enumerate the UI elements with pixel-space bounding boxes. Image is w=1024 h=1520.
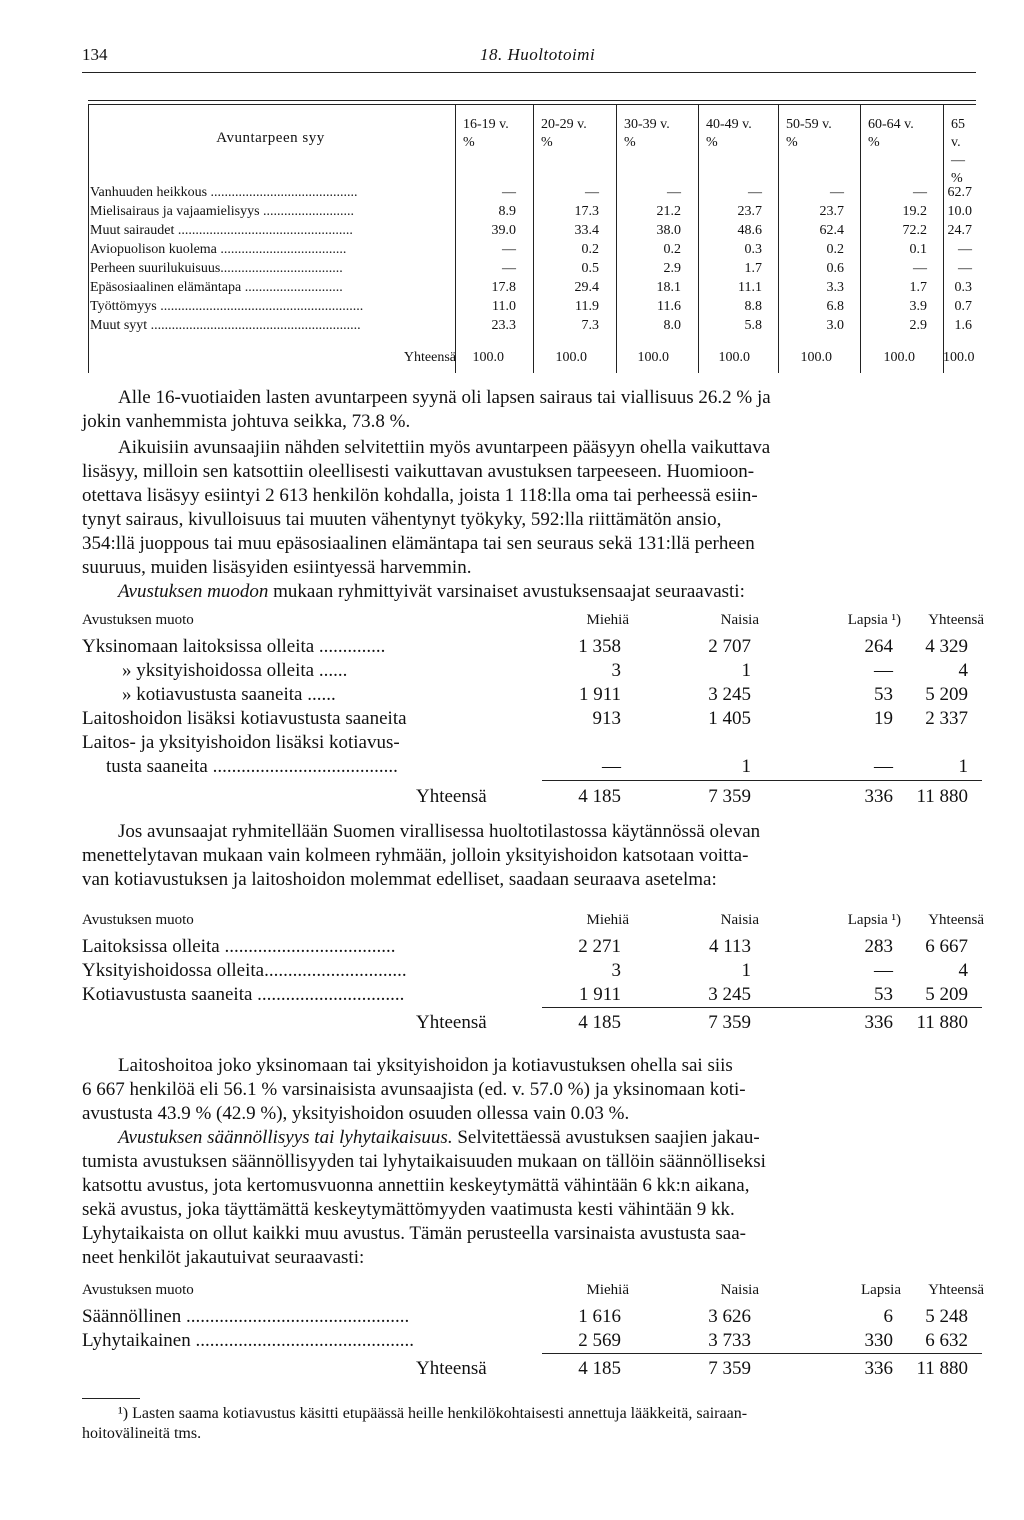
age-column-header: 50-59 v. % bbox=[786, 117, 832, 150]
total-cell: 7 359 bbox=[708, 1012, 751, 1033]
percent-cell: 0.1 bbox=[909, 242, 927, 257]
value-cell: 264 bbox=[864, 636, 893, 657]
chapter-title: 18. Huoltotoimi bbox=[480, 45, 596, 64]
paragraph-institutional-share: Laitoshoitoa joko yksinomaan tai yksityishoidon ja kotiavustuksen ohella sai siis 6 667 henkilöä eli 56.1 % varsinaisista avunsaajista (ed. v. 57.0 %) ja yksinomaan koti- avustusta 43.9 % (42.9 %), yksityishoidon osuuden ollessa vain 0.03 %. bbox=[82, 1055, 746, 1124]
age-column-header: 30-39 v. % bbox=[624, 117, 670, 150]
header-cell: Yhteensä bbox=[928, 1282, 984, 1298]
total-cell: 336 bbox=[864, 786, 893, 807]
percent-cell: 3.9 bbox=[909, 299, 927, 314]
table-row bbox=[82, 708, 982, 732]
percent-cell: 11.1 bbox=[738, 280, 762, 295]
percent-cell: — bbox=[958, 261, 972, 276]
table-header-row bbox=[82, 912, 982, 936]
header-cell: Yhteensä bbox=[928, 912, 984, 928]
cause-header: Avuntarpeen syy bbox=[216, 130, 325, 146]
value-cell: 2 271 bbox=[578, 936, 621, 957]
percent-cell: 17.3 bbox=[574, 204, 599, 219]
value-cell: 19 bbox=[874, 708, 893, 729]
row-label: » kotiavustusta saaneita ...... bbox=[122, 684, 336, 705]
paragraph-secondary-cause: Aikuisiin avunsaajiin nähden selvitettiin myös avuntarpeen pääsyyn ohella vaikuttava lisäsyy, milloin sen katsottiin oleellisesti vaikuttavan avustuksen tarpeeseen. Huomioon- otettava lisäsyy esiintyi 2 613 henkilön kohdalla, joista 1 118:lla oma tai perheessä esiin- tynyt sairaus, kivulloisuus tai muuten vähentynyt työkyky, 592:lla riittämätön ansio, 354:llä juoppous tai muu epäsosiaalinen elämäntapa tai sen seuraus sekä 131:llä perheen suuruus, muiden lisäsyiden esiintyessä harvemmin. bbox=[82, 437, 771, 578]
value-cell: 5 248 bbox=[925, 1306, 968, 1327]
table-row bbox=[82, 1330, 982, 1354]
percent-cell: 11.6 bbox=[657, 299, 681, 314]
header-form: Avustuksen muoto bbox=[82, 612, 194, 628]
percent-cell: — bbox=[830, 185, 844, 200]
percent-cell: 62.7 bbox=[947, 185, 972, 200]
table-header-row bbox=[82, 612, 982, 636]
percent-cell: 24.7 bbox=[947, 223, 972, 238]
row-label: tusta saaneita ....................................... bbox=[106, 756, 398, 777]
total-cell: 100.0 bbox=[883, 350, 915, 365]
percent-cell: 62.4 bbox=[819, 223, 844, 238]
percent-cell: 1.7 bbox=[909, 280, 927, 295]
value-cell: 913 bbox=[592, 708, 621, 729]
percent-cell: 0.6 bbox=[826, 261, 844, 276]
value-cell: 2 337 bbox=[925, 708, 968, 729]
footnote: ¹) Lasten saama kotiavustus käsitti etupäässä heille henkilökohtaisesti annettuja lääkkeitä, sairaan- hoitovälineitä tms. bbox=[82, 1405, 748, 1442]
percent-cell: 38.0 bbox=[656, 223, 681, 238]
percent-cell: 0.3 bbox=[744, 242, 762, 257]
percent-cell: 29.4 bbox=[574, 280, 599, 295]
age-column-header: 40-49 v. % bbox=[706, 117, 752, 150]
header-form: Avustuksen muoto bbox=[82, 1282, 194, 1298]
header-cell: Naisia bbox=[720, 1282, 759, 1298]
value-cell: 53 bbox=[874, 684, 893, 705]
total-cell: 11 880 bbox=[916, 1012, 968, 1033]
percent-cell: 0.3 bbox=[954, 280, 972, 295]
total-cell: 100.0 bbox=[637, 350, 669, 365]
total-label: Yhteensä bbox=[416, 786, 487, 807]
total-cell: 11 880 bbox=[916, 1358, 968, 1379]
cause-row-label: Perheen suurilukuisuus................................... bbox=[90, 261, 343, 276]
value-cell: 3 626 bbox=[708, 1306, 751, 1327]
total-cell: 100.0 bbox=[718, 350, 750, 365]
value-cell: — bbox=[874, 660, 893, 681]
percent-cell: 2.9 bbox=[909, 318, 927, 333]
age-column-header: 65 v. — % bbox=[951, 117, 965, 186]
value-cell: — bbox=[602, 756, 621, 777]
page-number: 134 bbox=[82, 45, 108, 64]
percent-cell: — bbox=[667, 185, 681, 200]
value-cell: 5 209 bbox=[925, 984, 968, 1005]
table-row bbox=[82, 684, 982, 708]
total-cell: 100.0 bbox=[555, 350, 587, 365]
table1-total-label: Yhteensä bbox=[403, 350, 456, 365]
total-cell: 11 880 bbox=[916, 786, 968, 807]
value-cell: 4 bbox=[958, 960, 968, 981]
value-cell: 283 bbox=[864, 936, 893, 957]
total-label: Yhteensä bbox=[416, 1358, 487, 1379]
paragraph-children: Alle 16-vuotiaiden lasten avuntarpeen syynä oli lapsen sairaus tai viallisuus 26.2 % ja jokin vanhemmista johtuva seikka, 73.8 %. bbox=[82, 387, 771, 432]
header-cell: Miehiä bbox=[586, 612, 629, 628]
percent-cell: 3.3 bbox=[826, 280, 844, 295]
percent-cell: 19.2 bbox=[902, 204, 927, 219]
row-label: Laitoksissa olleita .................................... bbox=[82, 936, 396, 957]
total-label: Yhteensä bbox=[416, 1012, 487, 1033]
value-cell: 3 bbox=[611, 960, 621, 981]
value-cell: 1 911 bbox=[578, 984, 621, 1005]
cause-row-label: Vanhuuden heikkous .......................................... bbox=[90, 185, 358, 200]
cause-row-label: Muut syyt ............................................................ bbox=[90, 318, 361, 333]
value-cell: — bbox=[874, 756, 893, 777]
age-column-header: 20-29 v. % bbox=[541, 117, 587, 150]
cause-row-label: Aviopuolison kuolema .................................... bbox=[90, 242, 347, 257]
cause-row-label: Epäsosiaalinen elämäntapa ............................ bbox=[90, 280, 343, 295]
value-cell: 5 209 bbox=[925, 684, 968, 705]
header-cell: Naisia bbox=[720, 912, 759, 928]
value-cell: 1 bbox=[741, 660, 751, 681]
percent-cell: 8.0 bbox=[663, 318, 681, 333]
table-header-row bbox=[82, 1282, 982, 1306]
percent-cell: 21.2 bbox=[656, 204, 681, 219]
header-cell: Lapsia ¹) bbox=[847, 912, 901, 928]
header-cell: Miehiä bbox=[586, 912, 629, 928]
footnote-rule bbox=[82, 1398, 140, 1399]
total-cell: 100.0 bbox=[943, 350, 975, 365]
header-rule bbox=[82, 72, 976, 73]
value-cell: 6 632 bbox=[925, 1330, 968, 1351]
total-cell: 336 bbox=[864, 1012, 893, 1033]
total-cell: 100.0 bbox=[472, 350, 504, 365]
row-label: » yksityishoidossa olleita ...... bbox=[122, 660, 348, 681]
total-cell: 4 185 bbox=[578, 1012, 621, 1033]
total-cell: 7 359 bbox=[708, 786, 751, 807]
value-cell: 1 911 bbox=[578, 684, 621, 705]
value-cell: 4 329 bbox=[925, 636, 968, 657]
percent-cell: 10.0 bbox=[947, 204, 972, 219]
percent-cell: 5.8 bbox=[744, 318, 762, 333]
percent-cell: 17.8 bbox=[491, 280, 516, 295]
table-row bbox=[82, 984, 982, 1008]
percent-cell: 23.7 bbox=[819, 204, 844, 219]
percent-cell: 0.2 bbox=[663, 242, 681, 257]
value-cell: 4 bbox=[958, 660, 968, 681]
value-cell: 1 358 bbox=[578, 636, 621, 657]
percent-cell: 3.0 bbox=[826, 318, 844, 333]
value-cell: 3 245 bbox=[708, 984, 751, 1005]
percent-cell: 2.9 bbox=[663, 261, 681, 276]
paragraph-form-intro: Avustuksen muodon mukaan ryhmittyivät varsinaiset avustuksensaajat seuraavasti: bbox=[118, 581, 745, 602]
percent-cell: 0.5 bbox=[581, 261, 599, 276]
value-cell: 330 bbox=[864, 1330, 893, 1351]
row-label: Laitoshoidon lisäksi kotiavustusta saaneita bbox=[82, 708, 407, 729]
header-cell: Lapsia bbox=[861, 1282, 901, 1298]
percent-cell: 1.7 bbox=[744, 261, 762, 276]
percent-cell: 1.6 bbox=[954, 318, 972, 333]
table-row bbox=[82, 960, 982, 984]
header-cell: Lapsia ¹) bbox=[847, 612, 901, 628]
cause-by-age-table bbox=[88, 100, 976, 373]
table-row bbox=[82, 1306, 982, 1330]
total-cell: 4 185 bbox=[578, 1358, 621, 1379]
row-label: Kotiavustusta saaneita ............................... bbox=[82, 984, 405, 1005]
sum-rule bbox=[542, 1007, 982, 1008]
percent-cell: 6.8 bbox=[826, 299, 844, 314]
table-row bbox=[82, 756, 982, 780]
sum-rule bbox=[542, 780, 982, 781]
percent-cell: 72.2 bbox=[902, 223, 927, 238]
total-row bbox=[82, 1358, 982, 1382]
percent-cell: — bbox=[585, 185, 599, 200]
table-row bbox=[82, 636, 982, 660]
row-label: Lyhytaikainen .............................................. bbox=[82, 1330, 414, 1351]
paragraph-regularity: Avustuksen säännöllisyys tai lyhytaikaisuus. Selvitettäessä avustuksen saajien jakau- tumista avustuksen säännöllisyyden tai lyhytaikaisuuden mukaan on tällöin säännölliseksi katsottu avustus, jota kertomusvuonna annettiin keskeytymättä vähintään 6 kk:n aikana, sekä avustus, joka täyttämättä keskeytymättömyyden vaatimusta kesti vähintään 9 kk. Lyhytaikaista on ollut kaikki muu avustus. Tämän perusteella varsinaista avustusta saa- neet henkilöt jakautuivat seuraavasti: bbox=[82, 1127, 766, 1268]
percent-cell: 18.1 bbox=[656, 280, 681, 295]
total-cell: 100.0 bbox=[800, 350, 832, 365]
value-cell: 53 bbox=[874, 984, 893, 1005]
percent-cell: — bbox=[748, 185, 762, 200]
table-row bbox=[82, 936, 982, 960]
percent-cell: 33.4 bbox=[574, 223, 599, 238]
value-cell: 6 667 bbox=[925, 936, 968, 957]
value-cell: 3 245 bbox=[708, 684, 751, 705]
value-cell: 1 bbox=[741, 756, 751, 777]
percent-cell: 0.2 bbox=[826, 242, 844, 257]
sum-rule bbox=[542, 1353, 982, 1354]
value-cell: 1 616 bbox=[578, 1306, 621, 1327]
header-form: Avustuksen muoto bbox=[82, 912, 194, 928]
value-cell: 3 733 bbox=[708, 1330, 751, 1351]
percent-cell: 23.3 bbox=[491, 318, 516, 333]
table-row bbox=[82, 660, 982, 684]
percent-cell: — bbox=[913, 261, 927, 276]
value-cell: 4 113 bbox=[708, 936, 751, 957]
percent-cell: 8.9 bbox=[498, 204, 516, 219]
percent-cell: — bbox=[502, 185, 516, 200]
value-cell: 2 569 bbox=[578, 1330, 621, 1351]
value-cell: 3 bbox=[611, 660, 621, 681]
cause-row-label: Muut sairaudet .................................................. bbox=[90, 223, 353, 238]
value-cell: 1 405 bbox=[708, 708, 751, 729]
header-cell: Miehiä bbox=[586, 1282, 629, 1298]
value-cell: 1 bbox=[958, 756, 968, 777]
header-cell: Yhteensä bbox=[928, 612, 984, 628]
age-column-header: 16-19 v. % bbox=[463, 117, 509, 150]
percent-cell: — bbox=[502, 242, 516, 257]
percent-cell: — bbox=[502, 261, 516, 276]
row-label: Yksityishoidossa olleita.............................. bbox=[82, 960, 407, 981]
percent-cell: 23.7 bbox=[737, 204, 762, 219]
value-cell: 2 707 bbox=[708, 636, 751, 657]
percent-cell: 48.6 bbox=[737, 223, 762, 238]
percent-cell: 0.7 bbox=[954, 299, 972, 314]
value-cell: — bbox=[874, 960, 893, 981]
row-label: Laitos- ja yksityishoidon lisäksi kotiavus- bbox=[82, 732, 400, 753]
paragraph-three-groups: Jos avunsaajat ryhmitellään Suomen virallisessa huoltotilastossa käytännössä olevan menettelytavan mukaan vain kolmeen ryhmään, jolloin yksityishoidon katsotaan voitta- van kotiavustuksen ja laitoshoidon molemmat edelliset, saadaan seuraava asetelma: bbox=[82, 821, 761, 890]
total-cell: 4 185 bbox=[578, 786, 621, 807]
percent-cell: 11.0 bbox=[492, 299, 516, 314]
percent-cell: 11.9 bbox=[575, 299, 599, 314]
percent-cell: — bbox=[913, 185, 927, 200]
row-label: Yksinomaan laitoksissa olleita .............. bbox=[82, 636, 386, 657]
cause-row-label: Työttömyys .......................................................... bbox=[90, 299, 364, 314]
total-row bbox=[82, 1012, 982, 1036]
percent-cell: 39.0 bbox=[491, 223, 516, 238]
percent-cell: — bbox=[958, 242, 972, 257]
total-row bbox=[82, 786, 982, 810]
header-cell: Naisia bbox=[720, 612, 759, 628]
cause-row-label: Mielisairaus ja vajaamielisyys .......................... bbox=[90, 204, 355, 219]
total-cell: 7 359 bbox=[708, 1358, 751, 1379]
value-cell: 6 bbox=[883, 1306, 893, 1327]
percent-cell: 0.2 bbox=[581, 242, 599, 257]
percent-cell: 7.3 bbox=[581, 318, 599, 333]
total-cell: 336 bbox=[864, 1358, 893, 1379]
value-cell: 1 bbox=[741, 960, 751, 981]
row-label: Säännöllinen ............................................... bbox=[82, 1306, 410, 1327]
age-column-header: 60-64 v. % bbox=[868, 117, 914, 150]
table-row bbox=[82, 732, 982, 756]
percent-cell: 8.8 bbox=[744, 299, 762, 314]
